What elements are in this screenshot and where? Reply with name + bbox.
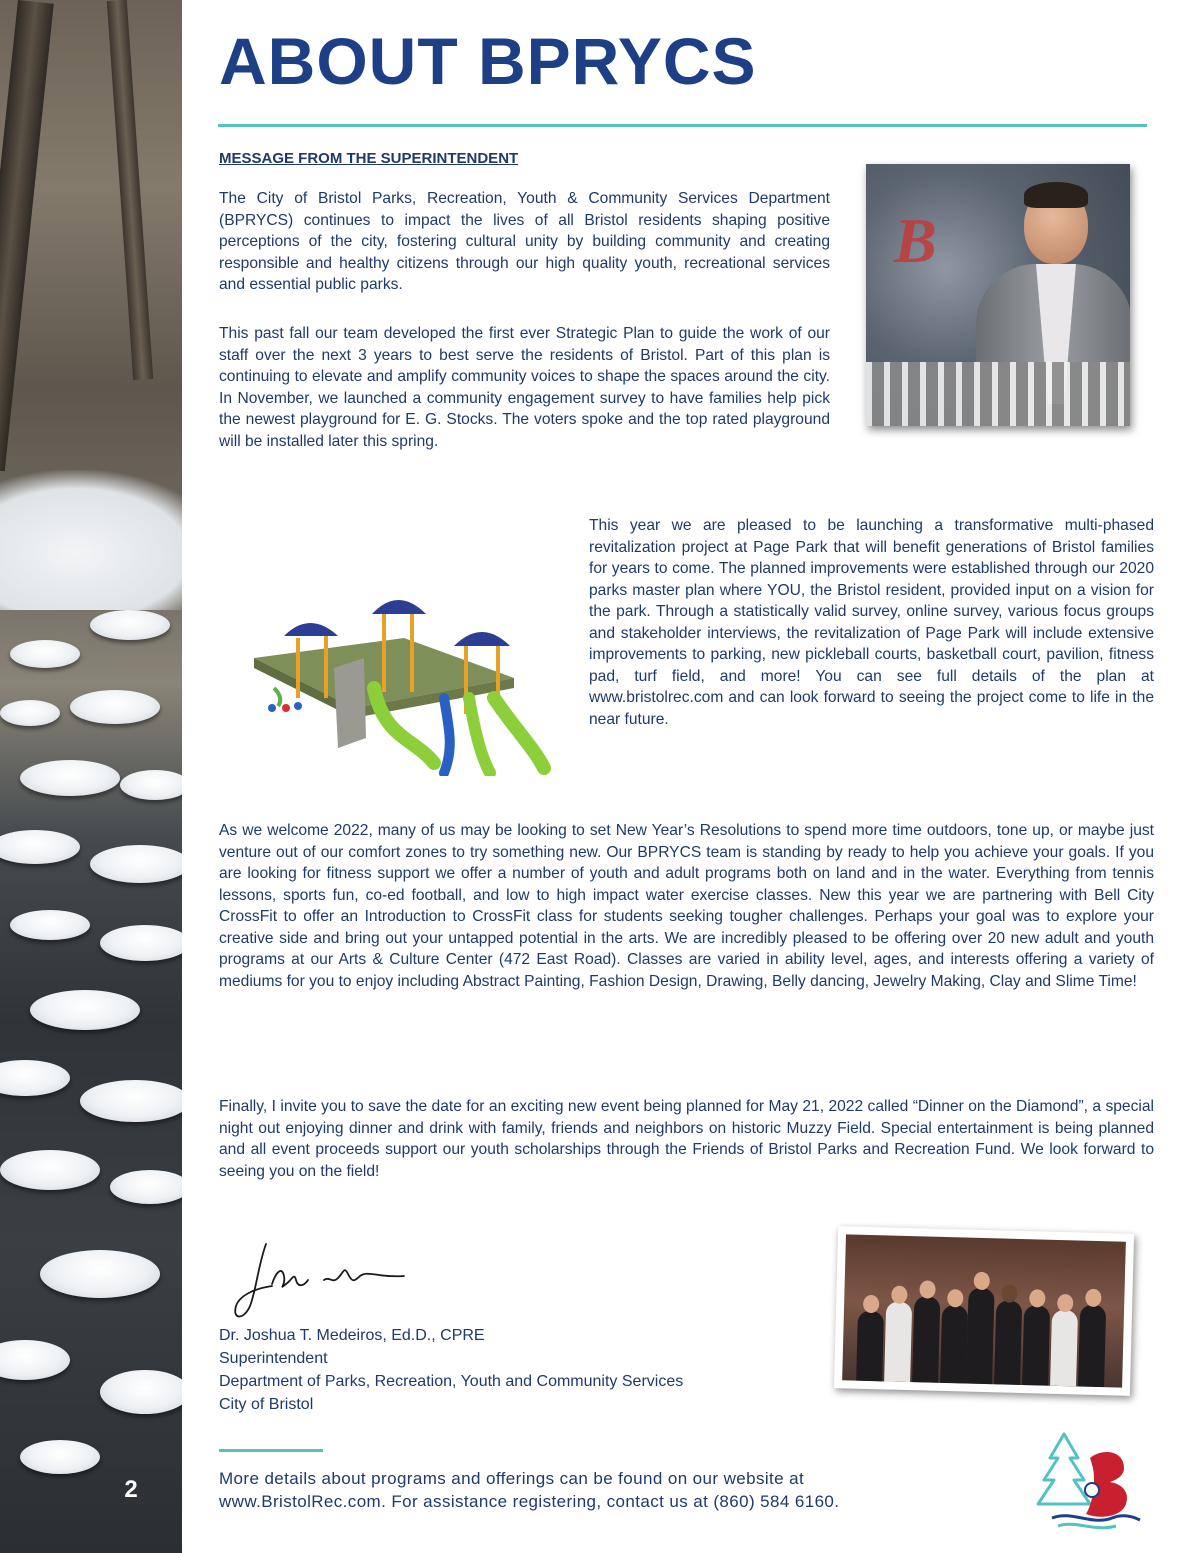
ball (268, 704, 276, 712)
snow-rock (20, 760, 120, 796)
slide (494, 698, 544, 768)
person (1078, 1305, 1106, 1388)
signer-role: Superintendent (219, 1350, 328, 1367)
snow-rock (110, 1170, 182, 1204)
wall-logo: B (894, 205, 937, 276)
page-number: 2 (124, 1476, 138, 1503)
signer-city: City of Bristol (219, 1396, 314, 1413)
snow-rock (0, 1060, 70, 1096)
snow-rock (0, 1150, 100, 1190)
climbing-wall (334, 658, 366, 748)
signer-name: Dr. Joshua T. Medeiros, Ed.D., CPRE (219, 1327, 485, 1344)
snow-rock (0, 700, 60, 726)
playground-illustration (214, 588, 552, 776)
snow-rock (30, 990, 140, 1030)
page-title: ABOUT BPRYCS (219, 24, 757, 98)
person (940, 1305, 968, 1384)
footer-line-1: More details about programs and offerings can be found on our website at (219, 1469, 805, 1488)
snow-rock (90, 845, 182, 883)
snow-rock (10, 910, 90, 940)
snow-rock (90, 610, 170, 640)
snow-rock (100, 1370, 182, 1414)
team-group-photo (834, 1226, 1134, 1396)
snow-rock (10, 640, 80, 668)
snowbank (0, 470, 182, 610)
snow-rock (120, 770, 182, 800)
snowy-river-photo (0, 0, 182, 1553)
snow-rock (80, 1080, 182, 1122)
title-divider (218, 124, 1147, 127)
tree-trunk (107, 0, 153, 380)
person (1050, 1310, 1078, 1387)
footer-contact (219, 1467, 839, 1513)
footer-line-2: www.BristolRec.com. For assistance registering, contact us at (860) 584 6160. (219, 1492, 840, 1511)
signer-department: Department of Parks, Recreation, Youth and Community Services (219, 1373, 684, 1390)
ball (294, 702, 302, 710)
superintendent-portrait-photo (866, 164, 1130, 426)
roof (454, 632, 510, 646)
paragraph-page-park: This year we are pleased to be launching a transformative multi-phased revitalization project at Page Park that will benefit generations of Bristol families for years to come. The planned improvements were established through our 2020 parks master plan where YOU, the Bristol resident, provided input on a vision for the park. Through a statistically valid survey, online survey, various focus groups and stakeholder interviews, the revitalization of Page Park will include extensive improvements to parking, new pickleball courts, basketball court, pavilion, fitness pad, turf field, and more! You can see full details of the plan at www.bristolrec.com and can look forward to seeing the project come to life in the near future. (589, 517, 1154, 728)
snow-rock (40, 1250, 160, 1298)
snow-rock (0, 830, 80, 864)
paragraph-intro: The City of Bristol Parks, Recreation, Youth & Community Services Department (BPRYCS) continues to impact the lives of all Bristol residents shaping positive perceptions of the city, fostering cultural unity by building community and creating responsible and healthy citizens through our high quality youth, recreational services and essential public parks. (219, 190, 830, 293)
hair (1024, 182, 1088, 208)
swing-chain (274, 688, 280, 706)
paragraph-strategic-plan: This past fall our team developed the first ever Strategic Plan to guide the work of our staff over the next 3 years to best serve the residents of Bristol. Part of this plan is continuing to elevate and amplify community voices to shape the spaces around the city. In November, we launched a community engagement survey to have families help pick the newest playground for E. G. Stocks. The voters spoke and the top rated playground will be installed later this spring. (219, 325, 830, 450)
person (966, 1288, 995, 1385)
person (1022, 1305, 1050, 1386)
group-photo-scene (842, 1234, 1126, 1387)
person (994, 1300, 1022, 1385)
footer-divider (219, 1449, 323, 1452)
person (912, 1296, 940, 1383)
snow-rock (100, 925, 182, 961)
paragraph-dinner-on-diamond: Finally, I invite you to save the date for an exciting new event being planned for May 21, 2022 called “Dinner on the Diamond”, a special night out enjoying dinner and drink with family, friends and neighbors on historic Muzzy Field. Special entertainment is being planned and all event proceeds support our youth scholarships through the Friends of Bristol Parks and Recreation Fund. We look forward to seeing you on the field! (219, 1098, 1154, 1180)
roof (284, 623, 338, 636)
paragraph-new-year: As we welcome 2022, many of us may be looking to set New Year’s Resolutions to spend more time outdoors, tone up, or maybe just venture out of our comfort zones to try something new. Our BPRYCS team is standing by ready to help you achieve your goals. If you are looking for fitness support we offer a number of youth and adult programs both on land and in the water. Everything from tennis lessons, sports fun, co-ed football, and low to high impact water exercise classes. New this year we are partnering with Bell City CrossFit to offer an Introduction to CrossFit class for students seeking tougher challenges. Perhaps your goal was to explore your creative side and bring out your untapped potential in the arts. We are incredibly pleased to be offering over 20 new adult and youth programs at our Arts & Culture Center (472 East Road). Classes are varied in ability level, ages, and interests offering a variety of mediums for you to enjoy including Abstract Painting, Fashion Design, Drawing, Belly dancing, Jewelry Making, Clay and Slime Time! (219, 822, 1154, 990)
roof (372, 600, 426, 614)
snow-rock (20, 1440, 100, 1474)
snow-rock (0, 1340, 70, 1380)
person (856, 1311, 884, 1382)
slide (444, 698, 450, 773)
ball (282, 704, 290, 712)
section-heading: MESSAGE FROM THE SUPERINTENDENT (219, 150, 519, 167)
snow-rock (70, 690, 160, 724)
person (884, 1301, 912, 1382)
railing (866, 362, 1130, 426)
signature-graphic (228, 1236, 408, 1326)
tree-trunk (0, 0, 54, 471)
bristol-b-tree-logo-icon (1032, 1424, 1144, 1536)
signature-block (219, 1324, 683, 1416)
slide (469, 698, 490, 773)
